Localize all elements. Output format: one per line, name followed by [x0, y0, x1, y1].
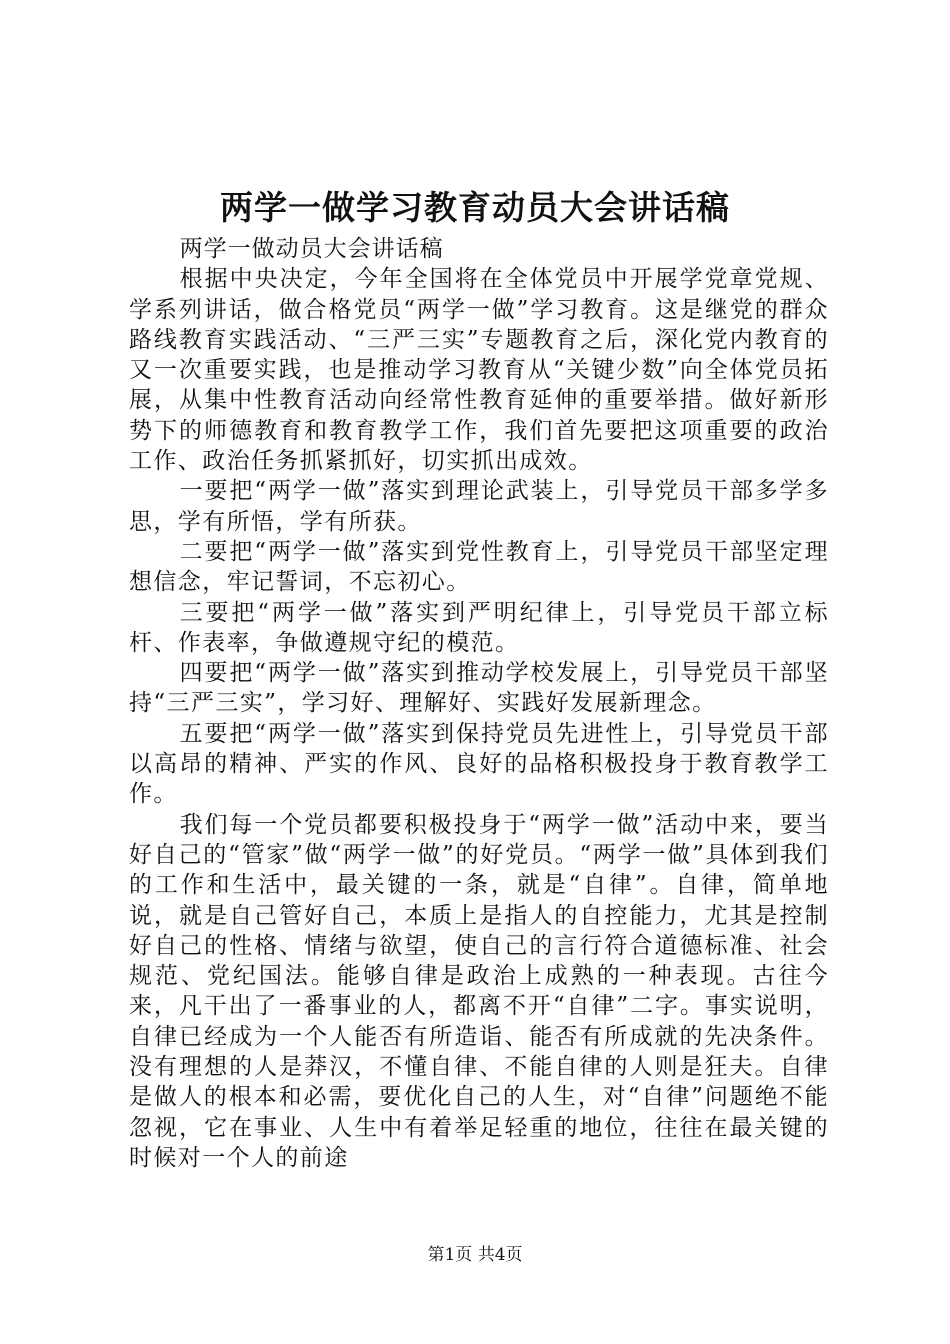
document-title: 两学一做学习教育动员大会讲话稿: [220, 188, 730, 227]
page-number: 第1页 共4页: [427, 1245, 523, 1265]
paragraph: 四要把“两学一做”落实到推动学校发展上，引导党员干部坚持“三严三实”，学习好、理解好、实践好发展新理念。: [129, 660, 829, 717]
paragraph: 我们每一个党员都要积极投身于“两学一做”活动中来，要当好自己的“管家”做“两学一做”的好党员。“两学一做”具体到我们的工作和生活中，最关键的一条，就是“自律”。自律，简单地说，就是自己管好自己，本质上是指人的自控能力，尤其是控制好自己的性格、情绪与欲望，使自己的言行符合道德标准、社会规范、党纪国法。能够自律是政治上成熟的一种表现。古往今来，凡干出了一番事业的人，都离不开“自律”二字。事实说明，自律已经成为一个人能否有所造诣、能否有所成就的先决条件。没有理想的人是莽汉，不懂自律、不能自律的人则是狂夫。自律是做人的根本和必需，要优化自己的人生，对“自律”问题绝不能忽视，它在事业、人生中有着举足轻重的地位，往往在最关键的时候对一个人的前途: [129, 811, 829, 1171]
paragraph: 二要把“两学一做”落实到党性教育上，引导党员干部坚定理想信念，牢记誓词，不忘初心。: [129, 538, 829, 596]
page-footer: [0, 1243, 950, 1267]
document-body: [129, 234, 829, 1173]
paragraph: 三要把“两学一做”落实到严明纪律上，引导党员干部立标杆、作表率，争做遵规守纪的模范。: [129, 599, 829, 656]
paragraph: 根据中央决定，今年全国将在全体党员中开展学党章党规、学系列讲话，做合格党员“两学一做”学习教育。这是继党的群众路线教育实践活动、“三严三实”专题教育之后，深化党内教育的又一次重要实践，也是推动学习教育从“关键少数”向全体党员拓展，从集中性教育活动向经常性教育延伸的重要举措。做好新形势下的师德教育和教育教学工作，我们首先要把这项重要的政治工作、政治任务抓紧抓好，切实抓出成效。: [129, 266, 829, 475]
paragraph: 一要把“两学一做”落实到理论武装上，引导党员干部多学多思，学有所悟，学有所获。: [129, 478, 829, 535]
document-subtitle: 两学一做动员大会讲话稿: [179, 236, 444, 262]
paragraph: 五要把“两学一做”落实到保持党员先进性上，引导党员干部以高昂的精神、严实的作风、良好的品格积极投身于教育教学工作。: [129, 720, 829, 808]
